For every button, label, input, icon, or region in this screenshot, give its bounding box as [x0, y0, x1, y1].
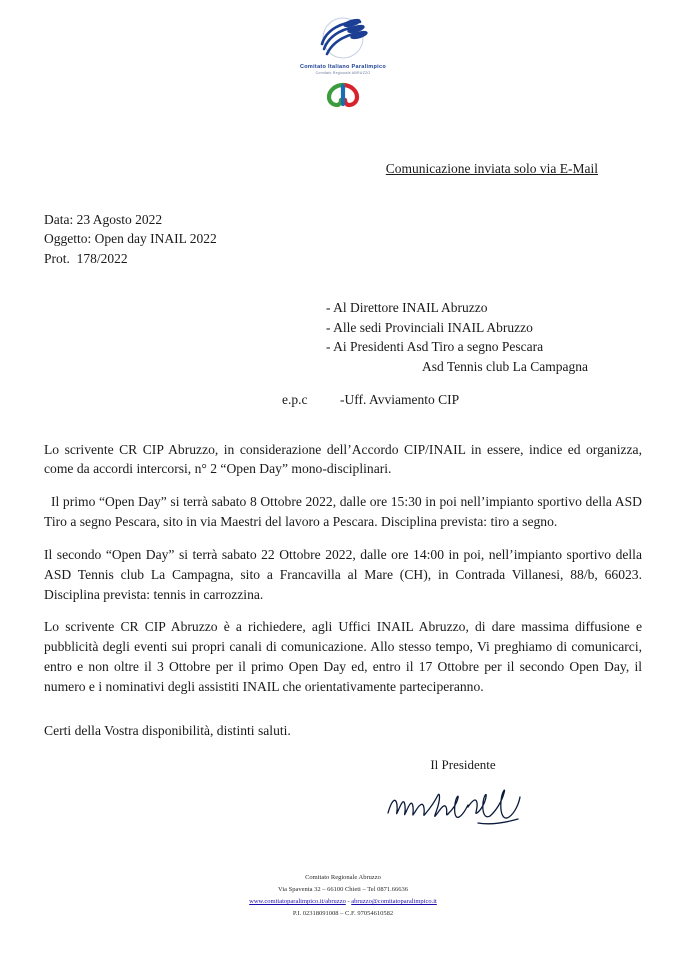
agitos-icon — [320, 82, 366, 108]
footer-website-link[interactable]: www.comitatoparalimpico.it/abruzzo — [249, 897, 346, 905]
recipients-block — [326, 298, 642, 376]
signature-title: Il Presidente — [430, 756, 496, 772]
recipient-line: - Al Direttore INAIL Abruzzo — [326, 300, 488, 316]
logo-caption — [300, 63, 386, 77]
body-paragraph-1: Lo scrivente CR CIP Abruzzo, in considerazione dell’Accordo CIP/INAIL in essere, indice ed organizza, come da accordi intercorsi, n° 2 “Open Day” mono-disciplinari. — [44, 441, 642, 477]
letterhead-logo — [44, 0, 642, 108]
logo-org-sub: Comitato Regionale ABRUZZO — [315, 71, 371, 76]
body-paragraph-3: Il secondo “Open Day” si terrà sabato 22 Ottobre 2022, dalle ore 14:00 in poi, nell’impianto sportivo della ASD Tennis club La Campagna, sito a Francavilla al Mare (CH), in Contrada Villanesi, 88/b, 66023. Disciplina prevista: tennis in carrozzina. — [44, 546, 642, 602]
epc-label: e.p.c — [282, 391, 308, 407]
body-paragraph-2: Il primo “Open Day” si terrà sabato 8 Ottobre 2022, dalle ore 15:30 in poi nell’impianto sportivo della ASD Tiro a segno Pescara, sito in via Maestri del lavoro a Pescara. Disciplina prevista: tiro a segno. — [44, 494, 642, 530]
recipient-line: - Alle sedi Provinciali INAIL Abruzzo — [326, 319, 533, 335]
closing-line: Certi della Vostra disponibilità, distinti saluti. — [44, 722, 291, 738]
letter-body — [44, 440, 642, 697]
cip-logo-icon — [312, 14, 374, 60]
logo-org-name: Comitato Italiano Paralimpico — [299, 64, 387, 70]
handwritten-signature-icon — [378, 779, 548, 837]
footer-email-link[interactable]: abruzzo@comitatoparalimpico.it — [351, 897, 437, 905]
body-paragraph-4: Lo scrivente CR CIP Abruzzo è a richiedere, agli Uffici INAIL Abruzzo, di dare massima diffusione e pubblicità degli eventi sui propri canali di comunicazione. Allo stesso tempo, Vi preghiamo di comunicarci, entro e non oltre il 3 Ottobre per il primo Open Day ed, entro il 17 Ottobre per il secondo Open Day, il numero e i nominativi degli assistiti INAIL che orientativamente parteciperanno. — [44, 619, 642, 695]
meta-date: Data: 23 Agosto 2022 — [44, 211, 163, 227]
footer-line-2: Via Spaventa 32 – 66100 Chieti – Tel 0871.66636 — [278, 885, 408, 893]
notice-text: Comunicazione inviata solo via E-Mail — [385, 160, 598, 176]
footer-line-1: Comitato Regionale Abruzzo — [305, 873, 381, 881]
footer-separator: - — [345, 897, 352, 905]
signature-block — [284, 757, 642, 837]
footer-line-4: P.I. 02318091008 – C.F. 97054610582 — [292, 909, 394, 917]
footer-contacts — [0, 896, 686, 908]
meta-subject: Oggetto: Open day INAIL 2022 — [44, 231, 217, 247]
document-meta — [44, 210, 642, 269]
email-only-notice — [44, 160, 642, 178]
recipient-line-indented: Asd Tennis club La Campagna — [422, 359, 589, 375]
meta-protocol: Prot. 178/2022 — [44, 250, 128, 266]
epc-block — [282, 392, 642, 408]
recipient-line: - Ai Presidenti Asd Tiro a segno Pescara — [326, 339, 544, 355]
epc-value: -Uff. Avviamento CIP — [340, 391, 460, 407]
document-footer — [0, 872, 686, 920]
